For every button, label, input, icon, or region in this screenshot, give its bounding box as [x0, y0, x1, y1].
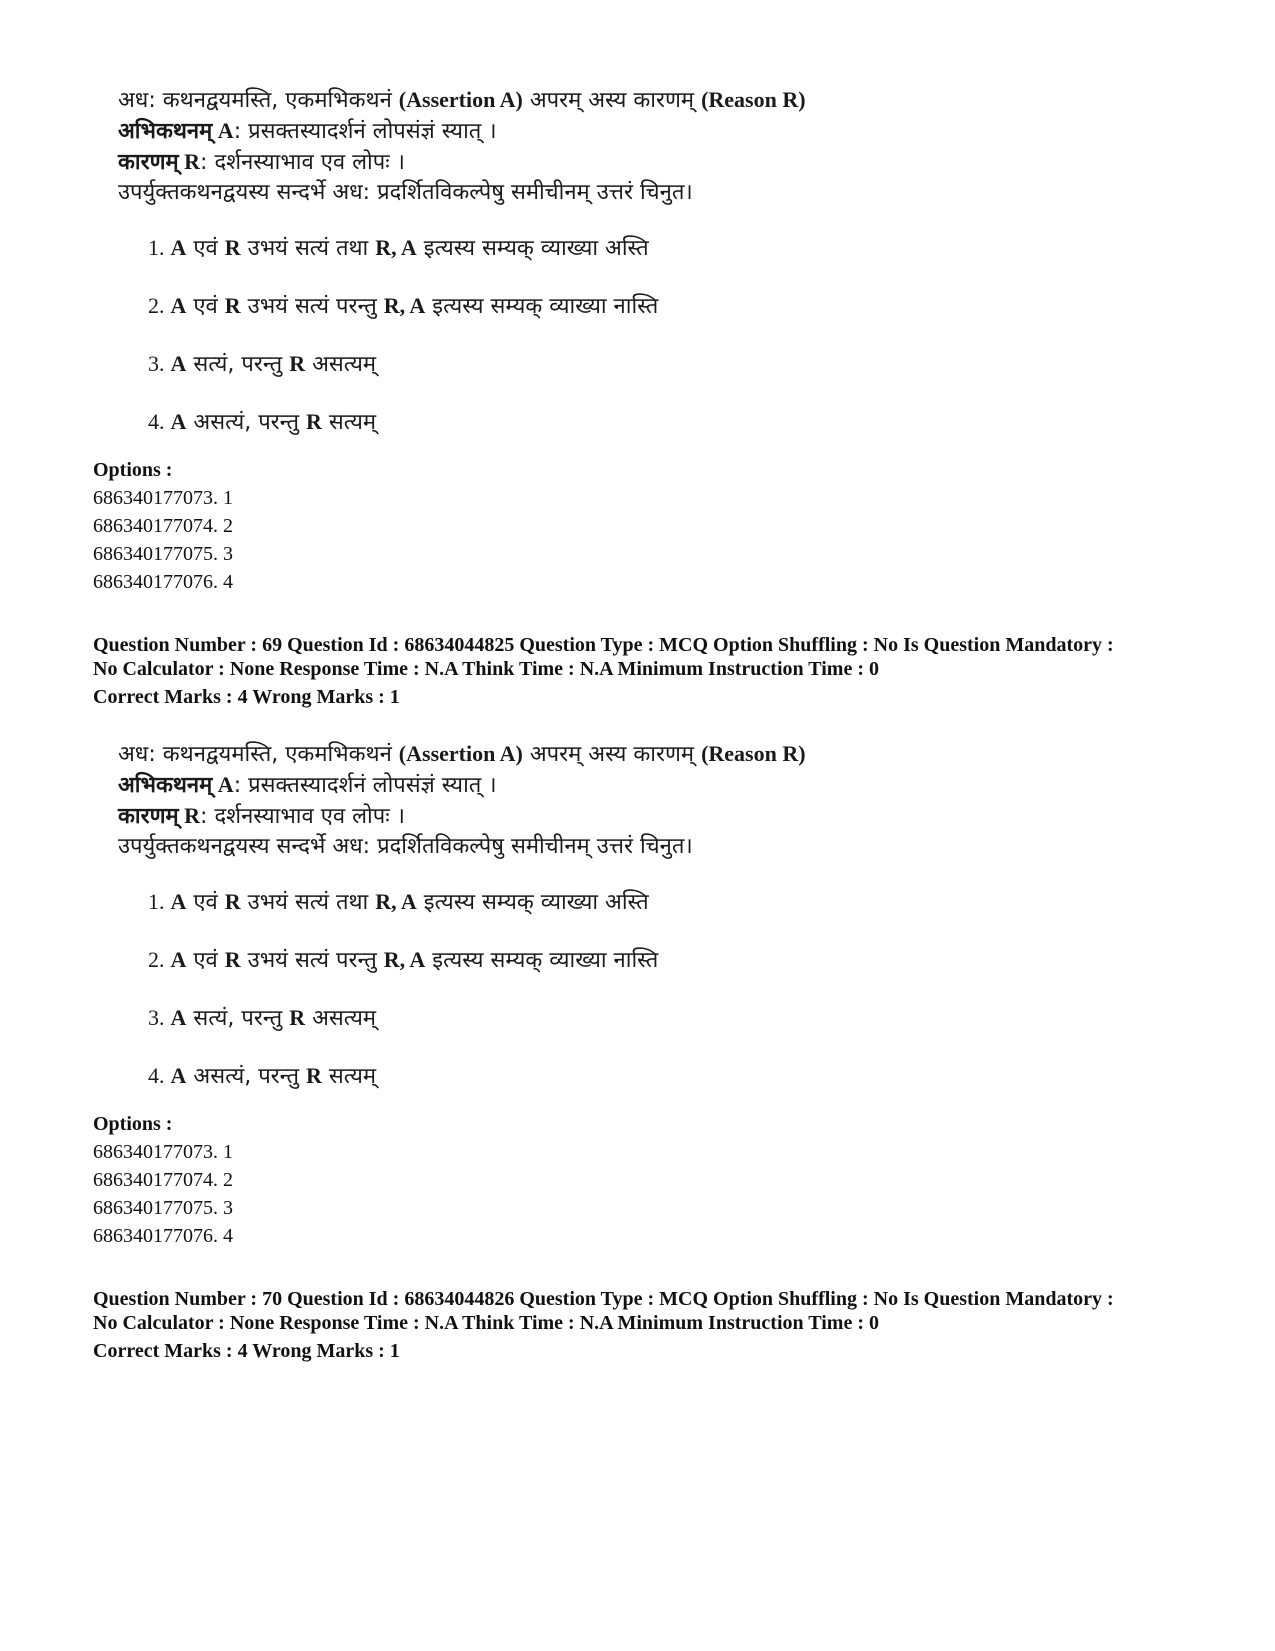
options-label: Options :: [93, 1113, 173, 1135]
choice-item: 3. A सत्यं, परन्तु R असत्यम्: [148, 351, 377, 377]
option-item: 686340177076. 4: [93, 1225, 233, 1247]
options-section: [93, 456, 233, 596]
option-item: 686340177074. 2: [93, 1169, 233, 1191]
question-meta-line: No Calculator : None Response Time : N.A Think Time : N.A Minimum Instruction Time : 0: [93, 658, 879, 680]
option-item: 686340177075. 3: [93, 543, 233, 565]
question-marks: Correct Marks : 4 Wrong Marks : 1: [93, 686, 400, 708]
stem-line-instruction: उपर्युक्तकथनद्वयस्य सन्दर्भे अध: प्रदर्शितविकल्पेषु समीचीनम् उत्तरं चिनुत।: [118, 180, 693, 205]
choice-item: 1. A एवं R उभयं सत्यं तथा R, A इत्यस्य सम्यक् व्याख्या अस्ति: [148, 235, 649, 261]
question-meta: [93, 1287, 1253, 1363]
option-item: 686340177073. 1: [93, 487, 233, 509]
choice-item: 1. A एवं R उभयं सत्यं तथा R, A इत्यस्य सम्यक् व्याख्या अस्ति: [148, 889, 649, 915]
stem-line-intro: अध: कथनद्वयमस्ति, एकमभिकथनं (Assertion A) अपरम् अस्य कारणम् (Reason R): [118, 87, 806, 113]
choice-item: 4. A असत्यं, परन्तु R सत्यम्: [148, 1063, 377, 1089]
stem-line-intro: अध: कथनद्वयमस्ति, एकमभिकथनं (Assertion A) अपरम् अस्य कारणम् (Reason R): [118, 741, 806, 767]
option-item: 686340177074. 2: [93, 515, 233, 537]
choice-item: 3. A सत्यं, परन्तु R असत्यम्: [148, 1005, 377, 1031]
options-section: [93, 1110, 233, 1250]
question-stem-image: [118, 84, 878, 462]
question-stem-image: [118, 738, 878, 1116]
choice-item: 2. A एवं R उभयं सत्यं परन्तु R, A इत्यस्य सम्यक् व्याख्या नास्ति: [148, 293, 659, 319]
question-marks: Correct Marks : 4 Wrong Marks : 1: [93, 1340, 400, 1362]
stem-line-reason: कारणम् R: दर्शनस्याभाव एव लोपः ।: [118, 149, 405, 175]
stem-line-assertion: अभिकथनम् A: प्रसक्तस्यादर्शनं लोपसंज्ञं स्यात् ।: [118, 772, 497, 798]
choice-item: 2. A एवं R उभयं सत्यं परन्तु R, A इत्यस्य सम्यक् व्याख्या नास्ति: [148, 947, 659, 973]
question-meta-line: Question Number : 69 Question Id : 68634044825 Question Type : MCQ Option Shuffling : No Is Question Mandatory :: [93, 634, 1114, 656]
option-item: 686340177073. 1: [93, 1141, 233, 1163]
question-meta: [93, 633, 1253, 709]
choice-list: [118, 884, 878, 1116]
question-meta-line: Question Number : 70 Question Id : 68634044826 Question Type : MCQ Option Shuffling : No Is Question Mandatory :: [93, 1288, 1114, 1310]
question-meta-line: No Calculator : None Response Time : N.A Think Time : N.A Minimum Instruction Time : 0: [93, 1312, 879, 1334]
stem-line-assertion: अभिकथनम् A: प्रसक्तस्यादर्शनं लोपसंज्ञं स्यात् ।: [118, 118, 497, 144]
option-item: 686340177076. 4: [93, 571, 233, 593]
choice-list: [118, 230, 878, 462]
stem-line-reason: कारणम् R: दर्शनस्याभाव एव लोपः ।: [118, 803, 405, 829]
option-item: 686340177075. 3: [93, 1197, 233, 1219]
stem-line-instruction: उपर्युक्तकथनद्वयस्य सन्दर्भे अध: प्रदर्शितविकल्पेषु समीचीनम् उत्तरं चिनुत।: [118, 834, 693, 859]
choice-item: 4. A असत्यं, परन्तु R सत्यम्: [148, 409, 377, 435]
options-label: Options :: [93, 459, 173, 481]
